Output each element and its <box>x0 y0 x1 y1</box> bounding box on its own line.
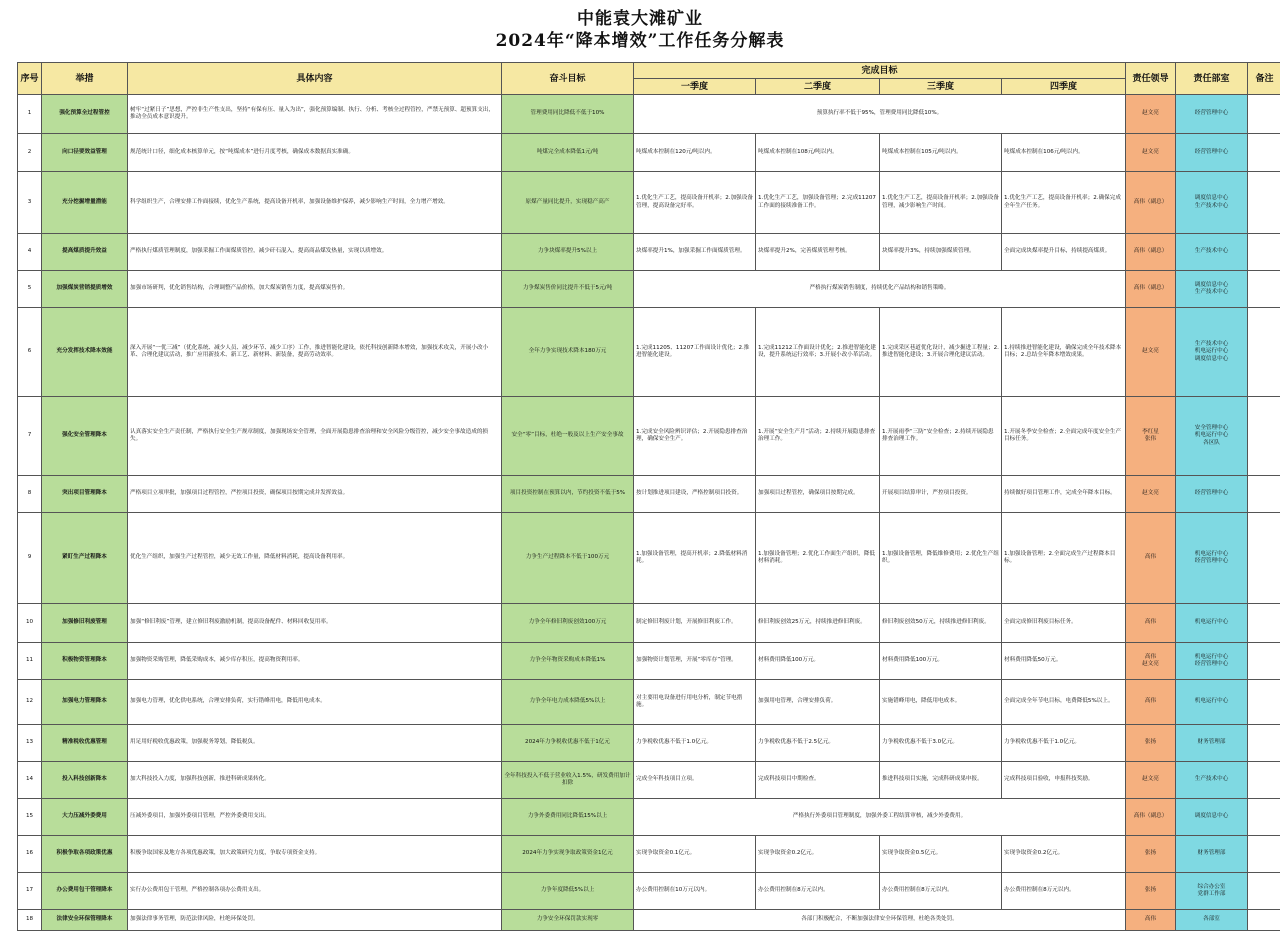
row-q4: 1.加强设备管理；2.全面完成生产过程降本目标。 <box>1002 513 1126 604</box>
row-q2: 1.加强设备管理；2.优化工作面生产组织，降低材料消耗。 <box>756 513 880 604</box>
row-q1: 1.完成11205、11207工作面设计优化；2.推进智能化建设。 <box>634 308 756 397</box>
row-q2: 加强用电管理，合理安排负荷。 <box>756 680 880 725</box>
row-q4: 办公费用控制在8万元以内。 <box>1002 873 1126 910</box>
row-q3: 办公费用控制在8万元以内。 <box>880 873 1002 910</box>
row-q2: 吨煤成本控制在108元/吨以内。 <box>756 134 880 172</box>
row-note <box>1248 95 1280 134</box>
row-measure: 充分发挥技术降本效能 <box>42 308 128 397</box>
table-row <box>18 476 1280 513</box>
row-index: 3 <box>18 172 42 234</box>
header-goal: 奋斗目标 <box>502 63 634 95</box>
row-q2: 材料费用降低100万元。 <box>756 643 880 680</box>
row-q4: 1.优化生产工艺，提高设备开机率；2.确保完成全年生产任务。 <box>1002 172 1126 234</box>
table-body <box>18 95 1280 931</box>
row-goal: 力争外委费用同比降低15%以上 <box>502 799 634 836</box>
row-dept: 经营管理中心 <box>1176 476 1248 513</box>
row-q2: 实现争取资金0.2亿元。 <box>756 836 880 873</box>
table-row <box>18 910 1280 931</box>
row-q4: 材料费用降低50万元。 <box>1002 643 1126 680</box>
row-q4: 1.开展冬季安全检查；2.全面完成年度安全生产目标任务。 <box>1002 397 1126 476</box>
row-q1: 吨煤成本控制在120元/吨以内。 <box>634 134 756 172</box>
row-q3: 1.开展雨季“三防”安全检查；2.持续开展隐患排查治理工作。 <box>880 397 1002 476</box>
row-index: 2 <box>18 134 42 172</box>
row-leader: 赵文亮 <box>1126 476 1176 513</box>
row-content: 加强物资采购管理，降低采购成本，减少库存积压，提高物资利用率。 <box>128 643 502 680</box>
table-row <box>18 134 1280 172</box>
row-q2: 块煤率提升2%，完善煤质管理考核。 <box>756 234 880 271</box>
row-q2: 力争税收优惠不低于2.5亿元。 <box>756 725 880 762</box>
row-note <box>1248 234 1280 271</box>
row-content: 加强市场研判，优化销售结构，合理调整产品价格，加大煤炭销售力度，提高煤炭售价。 <box>128 271 502 308</box>
company-title: 中能袁大滩矿业 <box>577 9 703 29</box>
row-note <box>1248 725 1280 762</box>
row-goal: 吨煤完全成本降低1元/吨 <box>502 134 634 172</box>
row-index: 5 <box>18 271 42 308</box>
row-q2: 1.完成11212工作面设计优化；2.推进智能化建设，提升系统运行效率；3.开展小改小革活动。 <box>756 308 880 397</box>
row-dept: 调度信息中心 <box>1176 799 1248 836</box>
header-q2: 二季度 <box>756 79 880 95</box>
row-content: 用足用好税收优惠政策，加强税务筹划，降低税负。 <box>128 725 502 762</box>
row-note <box>1248 604 1280 643</box>
table-row <box>18 308 1280 397</box>
row-content: 严格项目立项审批，加强项目过程管控，严控项目投资，确保项目按期完成并发挥效益。 <box>128 476 502 513</box>
row-q3: 1.优化生产工艺，提高设备开机率；2.加强设备管理，减少影响生产时间。 <box>880 172 1002 234</box>
row-goal: 力争安全环保罚款实现零 <box>502 910 634 931</box>
table-row <box>18 95 1280 134</box>
row-note <box>1248 762 1280 799</box>
row-dept: 财务管理部 <box>1176 836 1248 873</box>
row-quarters-merged: 各部门积极配合，不断加强法律安全环保管理，杜绝各类处罚。 <box>634 910 1126 931</box>
table-row <box>18 513 1280 604</box>
row-goal: 2024年力争税收优惠不低于1亿元 <box>502 725 634 762</box>
header-measure: 举措 <box>42 63 128 95</box>
row-measure: 加强电力管理降本 <box>42 680 128 725</box>
task-table <box>17 62 1280 931</box>
row-goal: 安全“零”目标，杜绝一般及以上生产安全事故 <box>502 397 634 476</box>
row-note <box>1248 172 1280 234</box>
row-dept: 综合办公室 党群工作部 <box>1176 873 1248 910</box>
row-goal: 力争全年物资采购成本降低1% <box>502 643 634 680</box>
row-index: 10 <box>18 604 42 643</box>
row-dept: 调度信息中心 生产技术中心 <box>1176 271 1248 308</box>
row-content: 实行办公费用包干管理，严格控制各项办公费用支出。 <box>128 873 502 910</box>
row-goal: 项目投资控制在预算以内，节约投资不低于5% <box>502 476 634 513</box>
row-q3: 实施错峰用电，降低用电成本。 <box>880 680 1002 725</box>
row-q4: 力争税收优惠不低于1.0亿元。 <box>1002 725 1126 762</box>
row-goal: 力争年度降低5%以上 <box>502 873 634 910</box>
row-dept: 生产技术中心 <box>1176 762 1248 799</box>
row-measure: 强化安全管理降本 <box>42 397 128 476</box>
row-leader: 张扬 <box>1126 873 1176 910</box>
row-leader: 高伟（副总） <box>1126 271 1176 308</box>
row-note <box>1248 271 1280 308</box>
row-index: 12 <box>18 680 42 725</box>
row-goal: 2024年力争实现争取政策资金1亿元 <box>502 836 634 873</box>
row-content: 加强“修旧利废”管理，建立修旧利废激励机制，提高设备配件、材料回收复用率。 <box>128 604 502 643</box>
row-note <box>1248 397 1280 476</box>
row-q2: 加强项目过程管控，确保项目按期完成。 <box>756 476 880 513</box>
header-note: 备注 <box>1248 63 1280 95</box>
row-note <box>1248 134 1280 172</box>
table-row <box>18 873 1280 910</box>
row-leader: 赵文亮 <box>1126 308 1176 397</box>
title-block <box>0 8 1280 52</box>
row-q2: 1.开展“安全生产月”活动；2.持续开展隐患排查治理工作。 <box>756 397 880 476</box>
row-index: 15 <box>18 799 42 836</box>
row-q3: 开展项目结算审计，严控项目投资。 <box>880 476 1002 513</box>
row-index: 18 <box>18 910 42 931</box>
row-note <box>1248 799 1280 836</box>
header-dept: 责任部室 <box>1176 63 1248 95</box>
row-q3: 1.完成采区巷道优化设计，减少掘进工程量；2.推进智能化建设；3.开展合理化建议活动。 <box>880 308 1002 397</box>
row-index: 8 <box>18 476 42 513</box>
row-measure: 积极物资管理降本 <box>42 643 128 680</box>
row-q1: 按计划推进项目建设，严格控制项目投资。 <box>634 476 756 513</box>
row-dept: 机电运行中心 经营管理中心 <box>1176 513 1248 604</box>
table-title: 2024年“降本增效”工作任务分解表 <box>495 31 785 51</box>
row-q1: 1.加强设备管理，提高开机率；2.降低材料消耗。 <box>634 513 756 604</box>
row-q4: 吨煤成本控制在106元/吨以内。 <box>1002 134 1126 172</box>
row-leader: 赵文亮 <box>1126 134 1176 172</box>
row-q1: 块煤率提升1%，加强采掘工作面煤质管理。 <box>634 234 756 271</box>
row-content: 加强电力管理，优化供电系统，合理安排负荷，实行错峰用电，降低用电成本。 <box>128 680 502 725</box>
row-goal: 全年科技投入不低于营业收入1.5%，研发费用加计扣除 <box>502 762 634 799</box>
row-q1: 1.完成安全风险辨识评估；2.开展隐患排查治理，确保安全生产。 <box>634 397 756 476</box>
row-dept: 机电运行中心 经营管理中心 <box>1176 643 1248 680</box>
row-q1: 力争税收优惠不低于1.0亿元。 <box>634 725 756 762</box>
row-measure: 提高煤质提升效益 <box>42 234 128 271</box>
row-leader: 李红星 张伟 <box>1126 397 1176 476</box>
header-content: 具体内容 <box>128 63 502 95</box>
row-q1: 完成全年科技项目立项。 <box>634 762 756 799</box>
row-measure: 积极争取各项政策优惠 <box>42 836 128 873</box>
row-dept: 机电运行中心 <box>1176 604 1248 643</box>
header-q1: 一季度 <box>634 79 756 95</box>
row-dept: 经营管理中心 <box>1176 95 1248 134</box>
row-leader: 高伟（副总） <box>1126 799 1176 836</box>
row-leader: 高伟 <box>1126 513 1176 604</box>
row-leader: 高伟 赵文亮 <box>1126 643 1176 680</box>
row-q3: 实现争取资金0.5亿元。 <box>880 836 1002 873</box>
row-content: 优化生产组织，加强生产过程管控，减少无效工作量，降低材料消耗，提高设备利用率。 <box>128 513 502 604</box>
row-note <box>1248 308 1280 397</box>
row-goal: 力争块煤率提升5%以上 <box>502 234 634 271</box>
table-row <box>18 725 1280 762</box>
row-content: 加强法律事务管理，防范法律风险，杜绝环保处罚。 <box>128 910 502 931</box>
row-index: 6 <box>18 308 42 397</box>
row-dept: 生产技术中心 <box>1176 234 1248 271</box>
row-index: 9 <box>18 513 42 604</box>
row-q2: 完成科技项目中期检查。 <box>756 762 880 799</box>
row-measure: 紧盯生产过程降本 <box>42 513 128 604</box>
row-leader: 张扬 <box>1126 836 1176 873</box>
row-q3: 材料费用降低100万元。 <box>880 643 1002 680</box>
table-row <box>18 762 1280 799</box>
row-goal: 力争煤炭售价同比提升不低于5元/吨 <box>502 271 634 308</box>
row-content: 压减外委项目，加强外委项目管理，严控外委费用支出。 <box>128 799 502 836</box>
row-measure: 法律安全环保管理降本 <box>42 910 128 931</box>
row-leader: 高伟（副总） <box>1126 234 1176 271</box>
row-measure: 精准税收优惠管理 <box>42 725 128 762</box>
row-index: 16 <box>18 836 42 873</box>
header-q3: 三季度 <box>880 79 1002 95</box>
row-q4: 全面完成修旧利废目标任务。 <box>1002 604 1126 643</box>
row-measure: 办公费用包干管理降本 <box>42 873 128 910</box>
header-leader: 责任领导 <box>1126 63 1176 95</box>
row-dept: 各部室 <box>1176 910 1248 931</box>
row-q2: 修旧利废创效25万元，持续推进修旧利废。 <box>756 604 880 643</box>
row-index: 1 <box>18 95 42 134</box>
row-measure: 强化预算全过程管控 <box>42 95 128 134</box>
row-leader: 赵文亮 <box>1126 762 1176 799</box>
row-note <box>1248 513 1280 604</box>
row-q1: 实现争取资金0.1亿元。 <box>634 836 756 873</box>
row-content: 规范统计口径，细化成本核算单元，按“吨煤成本”进行月度考核，确保成本数据真实准确。 <box>128 134 502 172</box>
row-q1: 制定修旧利废计划，开展修旧利废工作。 <box>634 604 756 643</box>
row-measure: 突出项目管理降本 <box>42 476 128 513</box>
row-leader: 高伟 <box>1126 680 1176 725</box>
row-dept: 生产技术中心 机电运行中心 调度信息中心 <box>1176 308 1248 397</box>
table-row <box>18 799 1280 836</box>
header-idx: 序号 <box>18 63 42 95</box>
row-content: 科学组织生产，合理安排工作面接续，优化生产系统，提高设备开机率，加强设备维护保养，减少影响生产时间，全力增产增效。 <box>128 172 502 234</box>
row-q1: 对主要用电设备进行用电分析，制定节电措施。 <box>634 680 756 725</box>
row-leader: 高伟 <box>1126 604 1176 643</box>
row-q4: 全面完成块煤率提升目标，持续提高煤质。 <box>1002 234 1126 271</box>
row-dept: 调度信息中心 生产技术中心 <box>1176 172 1248 234</box>
row-q3: 吨煤成本控制在105元/吨以内。 <box>880 134 1002 172</box>
row-quarters-merged: 严格执行煤炭销售制度，持续优化产品结构和销售策略。 <box>634 271 1126 308</box>
row-content: 积极争取国家及地方各项优惠政策，加大政策研究力度，争取专项资金支持。 <box>128 836 502 873</box>
row-note <box>1248 643 1280 680</box>
row-q1: 加强物资计划管理，开展“零库存”管理。 <box>634 643 756 680</box>
table-row <box>18 271 1280 308</box>
row-q1: 1.优化生产工艺，提高设备开机率；2.加强设备管理，提高设备完好率。 <box>634 172 756 234</box>
row-q1: 办公费用控制在10万元以内。 <box>634 873 756 910</box>
table-row <box>18 234 1280 271</box>
row-index: 13 <box>18 725 42 762</box>
table-row <box>18 397 1280 476</box>
row-content: 严格执行煤质管理制度，加强采掘工作面煤质管控，减少矸石混入，提高商品煤发热量，实现以质增效。 <box>128 234 502 271</box>
row-dept: 机电运行中心 <box>1176 680 1248 725</box>
row-content: 深入开展“一优三减”（优化系统、减少人员、减少环节、减少工序）工作，推进智能化建设，依托科技创新降本增效，加强技术攻关，开展小改小革、合理化建议活动，推广应用新技术、新工艺、新材料、新装备，提高劳动效率。 <box>128 308 502 397</box>
row-index: 7 <box>18 397 42 476</box>
row-note <box>1248 873 1280 910</box>
table-row <box>18 680 1280 725</box>
header-q4: 四季度 <box>1002 79 1126 95</box>
row-goal: 力争全年修旧利废创效100万元 <box>502 604 634 643</box>
row-note <box>1248 910 1280 931</box>
row-measure: 加强修旧利废管理 <box>42 604 128 643</box>
row-index: 14 <box>18 762 42 799</box>
row-q3: 力争税收优惠不低于3.0亿元。 <box>880 725 1002 762</box>
row-q4: 完成科技项目验收，申报科技奖励。 <box>1002 762 1126 799</box>
row-q3: 1.加强设备管理，降低维修费用；2.优化生产组织。 <box>880 513 1002 604</box>
row-dept: 安全管理中心 机电运行中心 各区队 <box>1176 397 1248 476</box>
row-q4: 实现争取资金0.2亿元。 <box>1002 836 1126 873</box>
row-quarters-merged: 严格执行外委项目管理制度，加强外委工程结算审核，减少外委费用。 <box>634 799 1126 836</box>
row-measure: 大力压减外委费用 <box>42 799 128 836</box>
row-content: 认真落实安全生产责任制，严格执行安全生产规章制度，加强现场安全管理，全面开展隐患排查治理和安全风险分级管控，减少安全事故造成的损失。 <box>128 397 502 476</box>
row-q4: 1.持续推进智能化建设，确保完成全年技术降本目标；2.总结全年降本增效成果。 <box>1002 308 1126 397</box>
row-leader: 高伟（副总） <box>1126 172 1176 234</box>
table-row <box>18 172 1280 234</box>
row-leader: 赵文亮 <box>1126 95 1176 134</box>
row-measure: 向口径要效益管理 <box>42 134 128 172</box>
row-note <box>1248 836 1280 873</box>
row-q3: 块煤率提升3%，持续加强煤质管理。 <box>880 234 1002 271</box>
row-dept: 经营管理中心 <box>1176 134 1248 172</box>
row-measure: 加强煤炭营销提质增效 <box>42 271 128 308</box>
row-leader: 张扬 <box>1126 725 1176 762</box>
row-q4: 全面完成全年节电目标，电费降低5%以上。 <box>1002 680 1126 725</box>
table-row <box>18 643 1280 680</box>
row-note <box>1248 680 1280 725</box>
row-leader: 高伟 <box>1126 910 1176 931</box>
row-content: 树牢“过紧日子”思想，严控非生产性支出，坚持“有保有压、量入为出”，强化预算编制、执行、分析、考核全过程管控，严禁无预算、超预算支出，推动全员成本意识提升。 <box>128 95 502 134</box>
row-goal: 力争全年电力成本降低5%以上 <box>502 680 634 725</box>
row-index: 4 <box>18 234 42 271</box>
header-completion: 完成目标 <box>634 63 1126 79</box>
row-content: 加大科技投入力度，加强科技创新，推进科研成果转化。 <box>128 762 502 799</box>
row-q2: 办公费用控制在8万元以内。 <box>756 873 880 910</box>
row-dept: 财务管理部 <box>1176 725 1248 762</box>
table-row <box>18 604 1280 643</box>
row-q3: 推进科技项目实施，完成科研成果申报。 <box>880 762 1002 799</box>
row-measure: 投入科技创新降本 <box>42 762 128 799</box>
row-goal: 力争生产过程降本不低于100万元 <box>502 513 634 604</box>
table-row <box>18 836 1280 873</box>
row-index: 17 <box>18 873 42 910</box>
row-q3: 修旧利废创效50万元，持续推进修旧利废。 <box>880 604 1002 643</box>
row-quarters-merged: 预算执行率不低于95%，管理费用同比降低10%。 <box>634 95 1126 134</box>
row-q2: 1.优化生产工艺，加强设备管理；2.完成11207工作面的接续准备工作。 <box>756 172 880 234</box>
row-measure: 充分挖掘增量潜能 <box>42 172 128 234</box>
row-goal: 原煤产量同比提升，实现稳产高产 <box>502 172 634 234</box>
row-goal: 全年力争实现技术降本180万元 <box>502 308 634 397</box>
row-index: 11 <box>18 643 42 680</box>
row-q4: 持续做好项目管理工作，完成全年降本目标。 <box>1002 476 1126 513</box>
row-note <box>1248 476 1280 513</box>
row-goal: 管理费用同比降低不低于10% <box>502 95 634 134</box>
